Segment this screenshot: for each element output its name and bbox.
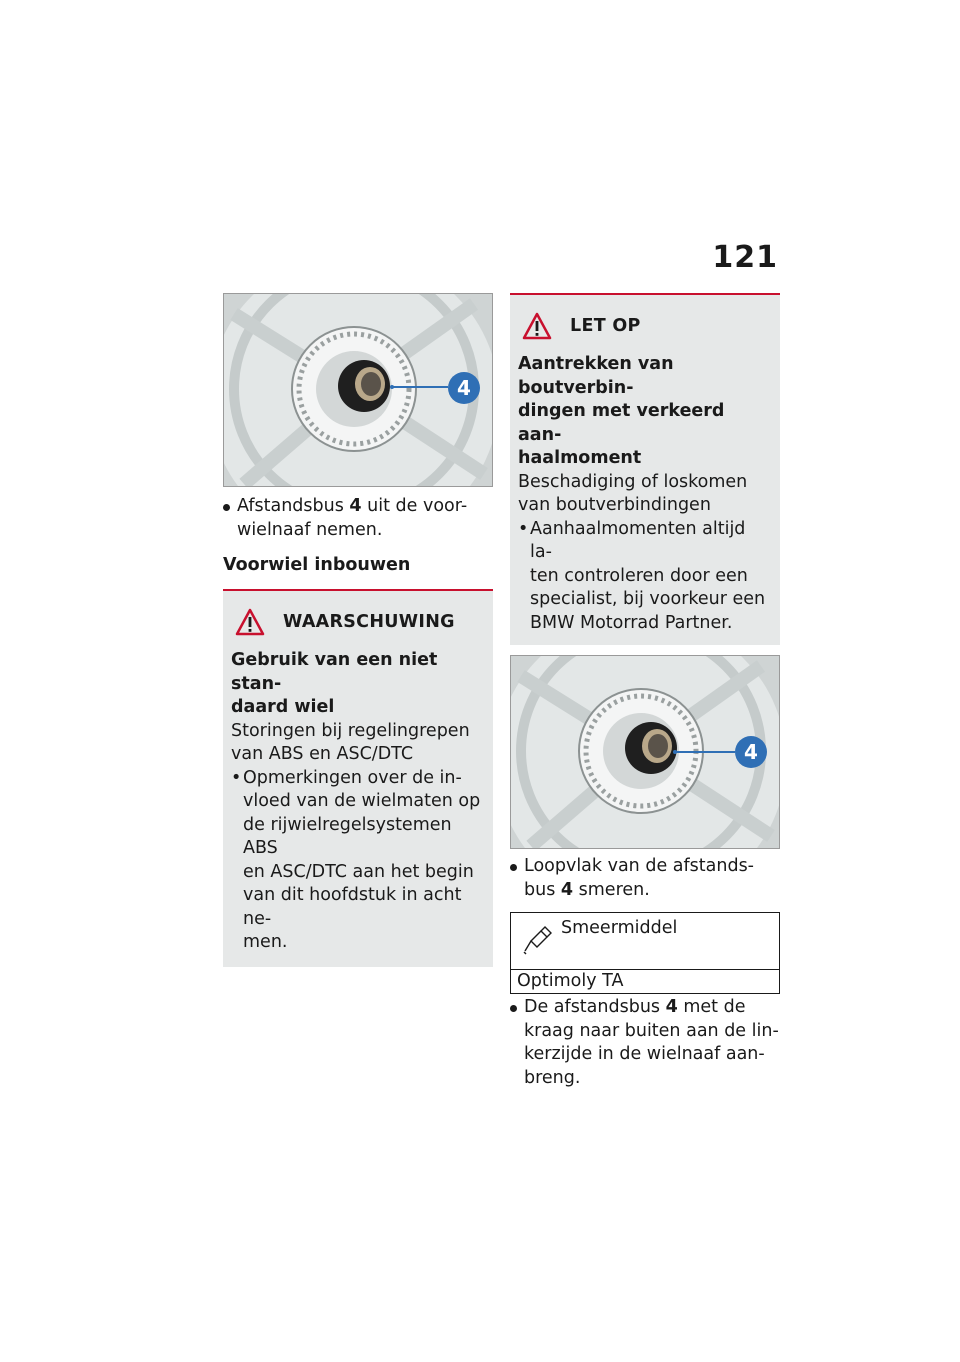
wheel-hub-illustration bbox=[511, 656, 779, 848]
warning-text: Storingen bij regelingrepen van ABS en ASC/DTC bbox=[231, 720, 470, 764]
caution-item: • Aanhaalmomenten altijd la- ten controleren door een specialist, bij voorkeur een BMW Motorrad Partner. bbox=[518, 518, 772, 636]
wheel-hub-figure bbox=[223, 293, 493, 487]
warning-subtitle: Gebruik van een niet stan- daard wiel bbox=[231, 650, 438, 717]
page-number: 121 bbox=[712, 240, 778, 275]
caution-title: LET OP bbox=[570, 316, 641, 336]
wheel-hub-illustration bbox=[224, 294, 492, 486]
warning-box bbox=[223, 589, 493, 967]
caution-subtitle: Aantrekken van boutverbin- dingen met verkeerd aan- haalmoment bbox=[518, 354, 725, 468]
lubricant-value: Optimoly TA bbox=[517, 971, 624, 991]
grease-gun-icon bbox=[521, 925, 553, 955]
warning-triangle-icon bbox=[522, 312, 552, 340]
caution-text: Beschadiging of loskomen van boutverbindingen bbox=[518, 471, 748, 515]
section-heading: Voorwiel inbouwen bbox=[223, 555, 411, 575]
callout-label: 4 bbox=[744, 740, 758, 764]
callout-label: 4 bbox=[457, 376, 471, 400]
right-column bbox=[510, 293, 780, 1090]
step-remove-spacer: Afstandsbus 4 uit de voor- wielnaaf nemen. bbox=[223, 495, 493, 542]
lubricant-label: Smeermiddel bbox=[561, 918, 678, 938]
caution-box bbox=[510, 293, 780, 645]
left-column bbox=[223, 293, 493, 967]
warning-item: • Opmerkingen over de in- vloed van de wielmaten op de rijwielregelsystemen ABS en ASC/DTC aan het begin van dit hoofdstuk in acht ne- men. bbox=[231, 767, 485, 955]
lubricant-table bbox=[510, 912, 780, 994]
warning-triangle-icon bbox=[235, 608, 265, 636]
wheel-hub-figure-2 bbox=[510, 655, 780, 849]
step-insert-spacer: De afstandsbus 4 met de kraag naar buiten aan de lin- kerzijde in de wielnaaf aan- breng. bbox=[510, 996, 780, 1090]
step-lubricate-spacer: Loopvlak van de afstands- bus 4 smeren. bbox=[510, 855, 780, 902]
warning-title: WAARSCHUWING bbox=[283, 612, 455, 632]
